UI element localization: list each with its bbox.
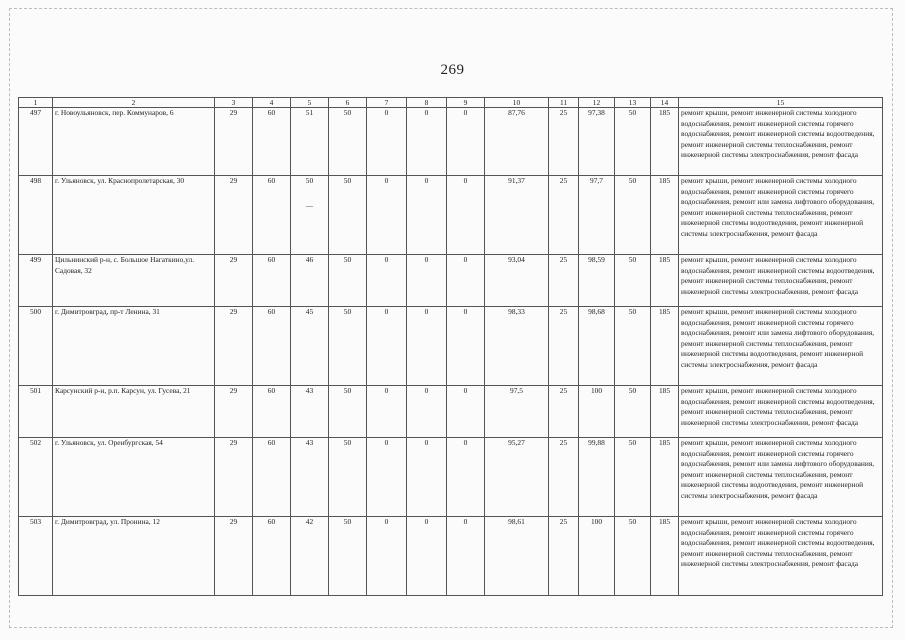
repair-program-table <box>18 97 883 596</box>
address-cell: г. Новоульяновск, пер. Коммунаров, 6 <box>53 108 215 176</box>
column-number-row <box>19 98 883 108</box>
col10-cell: 98,33 <box>485 307 549 386</box>
col-header: 3 <box>215 98 253 108</box>
col7-cell: 0 <box>367 108 407 176</box>
col8-cell: 0 <box>407 386 447 438</box>
col5-value: 46 <box>305 255 314 264</box>
col-header: 10 <box>485 98 549 108</box>
col8-cell: 0 <box>407 438 447 517</box>
works-cell: ремонт крыши, ремонт инженерной системы холодного водоснабжения, ремонт инженерной системы горячего водоснабжения, ремонт инженерной системы водоотведения, ремонт инженерной системы теплоснабжения, ремонт инженерной системы электроснабжения, ремонт фасада <box>679 108 883 176</box>
table-row <box>19 176 883 255</box>
col11-cell: 25 <box>549 386 579 438</box>
col-header: 7 <box>367 98 407 108</box>
table-row <box>19 517 883 596</box>
col9-cell: 0 <box>447 176 485 255</box>
col10-cell: 93,04 <box>485 255 549 307</box>
col-header: 4 <box>253 98 291 108</box>
col3-cell: 29 <box>215 386 253 438</box>
col6-cell: 50 <box>329 438 367 517</box>
row-number: 499 <box>19 255 53 307</box>
col13-cell: 50 <box>615 517 651 596</box>
col-header: 12 <box>579 98 615 108</box>
col6-cell: 50 <box>329 176 367 255</box>
col14-cell: 185 <box>651 438 679 517</box>
col8-cell: 0 <box>407 307 447 386</box>
col5-value: 43 <box>305 386 314 395</box>
col-header: 2 <box>53 98 215 108</box>
col13-cell: 50 <box>615 176 651 255</box>
col6-cell: 50 <box>329 517 367 596</box>
table-row <box>19 386 883 438</box>
col12-cell: 98,68 <box>579 307 615 386</box>
col6-cell: 50 <box>329 108 367 176</box>
col9-cell: 0 <box>447 386 485 438</box>
col5-cell <box>291 108 329 176</box>
col12-cell: 99,88 <box>579 438 615 517</box>
table-row <box>19 307 883 386</box>
col5-cell <box>291 517 329 596</box>
col10-cell: 98,61 <box>485 517 549 596</box>
col-header: 8 <box>407 98 447 108</box>
col5-value: 45 <box>305 307 314 316</box>
col12-cell: 100 <box>579 386 615 438</box>
col7-cell: 0 <box>367 438 407 517</box>
col5-value: 42 <box>305 517 314 526</box>
page-number: 269 <box>440 62 465 78</box>
col8-cell: 0 <box>407 255 447 307</box>
col14-cell: 185 <box>651 108 679 176</box>
col11-cell: 25 <box>549 517 579 596</box>
col10-cell: 97,5 <box>485 386 549 438</box>
col10-cell: 95,27 <box>485 438 549 517</box>
col12-cell: 98,59 <box>579 255 615 307</box>
col12-cell: 97,7 <box>579 176 615 255</box>
col5-value: 51 <box>305 108 314 117</box>
col-header: 5 <box>291 98 329 108</box>
col3-cell: 29 <box>215 307 253 386</box>
works-cell: ремонт крыши, ремонт инженерной системы холодного водоснабжения, ремонт инженерной системы горячего водоснабжения, ремонт или замена лифтового оборудования, ремонт инженерной системы теплоснабжения, ремонт инженерной системы водоотведения, ремонт инженерной системы электроснабжения, ремонт фасада <box>679 438 883 517</box>
col11-cell: 25 <box>549 255 579 307</box>
col5-value: 43 <box>305 438 314 447</box>
col14-cell: 185 <box>651 386 679 438</box>
works-cell: ремонт крыши, ремонт инженерной системы холодного водоснабжения, ремонт инженерной системы водоотведения, ремонт инженерной системы теплоснабжения, ремонт инженерной системы электроснабжения, ремонт фасада <box>679 386 883 438</box>
col13-cell: 50 <box>615 438 651 517</box>
col5-value: 50 <box>305 176 314 185</box>
col3-cell: 29 <box>215 517 253 596</box>
col10-cell: 87,76 <box>485 108 549 176</box>
col12-cell: 100 <box>579 517 615 596</box>
col9-cell: 0 <box>447 108 485 176</box>
table-row <box>19 438 883 517</box>
col5-cell <box>291 307 329 386</box>
col7-cell: 0 <box>367 255 407 307</box>
address-cell: Цильнинский р-н, с. Большое Нагаткино,ул. Садовая, 32 <box>53 255 215 307</box>
col5-cell <box>291 255 329 307</box>
col3-cell: 29 <box>215 255 253 307</box>
col9-cell: 0 <box>447 438 485 517</box>
works-cell: ремонт крыши, ремонт инженерной системы холодного водоснабжения, ремонт инженерной системы горячего водоснабжения, ремонт или замена лифтового оборудования, ремонт инженерной системы теплоснабжения, ремонт инженерной системы водоотведения, ремонт инженерной системы электроснабжения, ремонт фасада <box>679 176 883 255</box>
col8-cell: 0 <box>407 517 447 596</box>
col7-cell: 0 <box>367 176 407 255</box>
row-number: 498 <box>19 176 53 255</box>
col7-cell: 0 <box>367 517 407 596</box>
col14-cell: 185 <box>651 517 679 596</box>
col-header: 11 <box>549 98 579 108</box>
col-header: 14 <box>651 98 679 108</box>
col13-cell: 50 <box>615 307 651 386</box>
col6-cell: 50 <box>329 307 367 386</box>
works-cell: ремонт крыши, ремонт инженерной системы холодного водоснабжения, ремонт инженерной системы горячего водоснабжения, ремонт или замена лифтового оборудования, ремонт инженерной системы теплоснабжения, ремонт инженерной системы водоотведения, ремонт инженерной системы электроснабжения, ремонт фасада <box>679 307 883 386</box>
table-row <box>19 255 883 307</box>
col4-cell: 60 <box>253 255 291 307</box>
col-header: 1 <box>19 98 53 108</box>
col5-cell <box>291 386 329 438</box>
col13-cell: 50 <box>615 255 651 307</box>
col14-cell: 185 <box>651 307 679 386</box>
row-number: 500 <box>19 307 53 386</box>
col13-cell: 50 <box>615 386 651 438</box>
col8-cell: 0 <box>407 108 447 176</box>
address-cell: г. Димитровград, ул. Пронина, 12 <box>53 517 215 596</box>
col-header: 15 <box>679 98 883 108</box>
row-number: 502 <box>19 438 53 517</box>
col10-cell: 91,37 <box>485 176 549 255</box>
col14-cell: 185 <box>651 176 679 255</box>
col4-cell: 60 <box>253 517 291 596</box>
address-cell: г. Ульяновск, ул. Оренбургская, 54 <box>53 438 215 517</box>
row-number: 497 <box>19 108 53 176</box>
col7-cell: 0 <box>367 386 407 438</box>
col11-cell: 25 <box>549 438 579 517</box>
address-cell: Карсунский р-н, р.п. Карсун, ул. Гусева, 21 <box>53 386 215 438</box>
col3-cell: 29 <box>215 438 253 517</box>
row-number: 501 <box>19 386 53 438</box>
col7-cell: 0 <box>367 307 407 386</box>
col-header: 9 <box>447 98 485 108</box>
col9-cell: 0 <box>447 307 485 386</box>
address-cell: г. Димитровград, пр-т Ленина, 31 <box>53 307 215 386</box>
col11-cell: 25 <box>549 108 579 176</box>
col9-cell: 0 <box>447 517 485 596</box>
col5-cell <box>291 176 329 255</box>
col13-cell: 50 <box>615 108 651 176</box>
col4-cell: 60 <box>253 176 291 255</box>
col4-cell: 60 <box>253 438 291 517</box>
col14-cell: 185 <box>651 255 679 307</box>
col9-cell: 0 <box>447 255 485 307</box>
handwritten-mark: — <box>305 200 314 210</box>
col6-cell: 50 <box>329 386 367 438</box>
col12-cell: 97,38 <box>579 108 615 176</box>
col-header: 6 <box>329 98 367 108</box>
table-row <box>19 108 883 176</box>
col4-cell: 60 <box>253 307 291 386</box>
col-header: 13 <box>615 98 651 108</box>
row-number: 503 <box>19 517 53 596</box>
address-cell: г. Ульяновск, ул. Краснопролетарская, 30 <box>53 176 215 255</box>
col8-cell: 0 <box>407 176 447 255</box>
col4-cell: 60 <box>253 108 291 176</box>
works-cell: ремонт крыши, ремонт инженерной системы холодного водоснабжения, ремонт инженерной системы горячего водоснабжения, ремонт инженерной системы водоотведения, ремонт инженерной системы теплоснабжения, ремонт инженерной системы электроснабжения, ремонт фасада <box>679 517 883 596</box>
col5-cell <box>291 438 329 517</box>
col6-cell: 50 <box>329 255 367 307</box>
col3-cell: 29 <box>215 108 253 176</box>
col11-cell: 25 <box>549 176 579 255</box>
col11-cell: 25 <box>549 307 579 386</box>
works-cell: ремонт крыши, ремонт инженерной системы холодного водоснабжения, ремонт инженерной системы водоотведения, ремонт инженерной системы теплоснабжения, ремонт инженерной системы электроснабжения, ремонт фасада <box>679 255 883 307</box>
col4-cell: 60 <box>253 386 291 438</box>
col3-cell: 29 <box>215 176 253 255</box>
